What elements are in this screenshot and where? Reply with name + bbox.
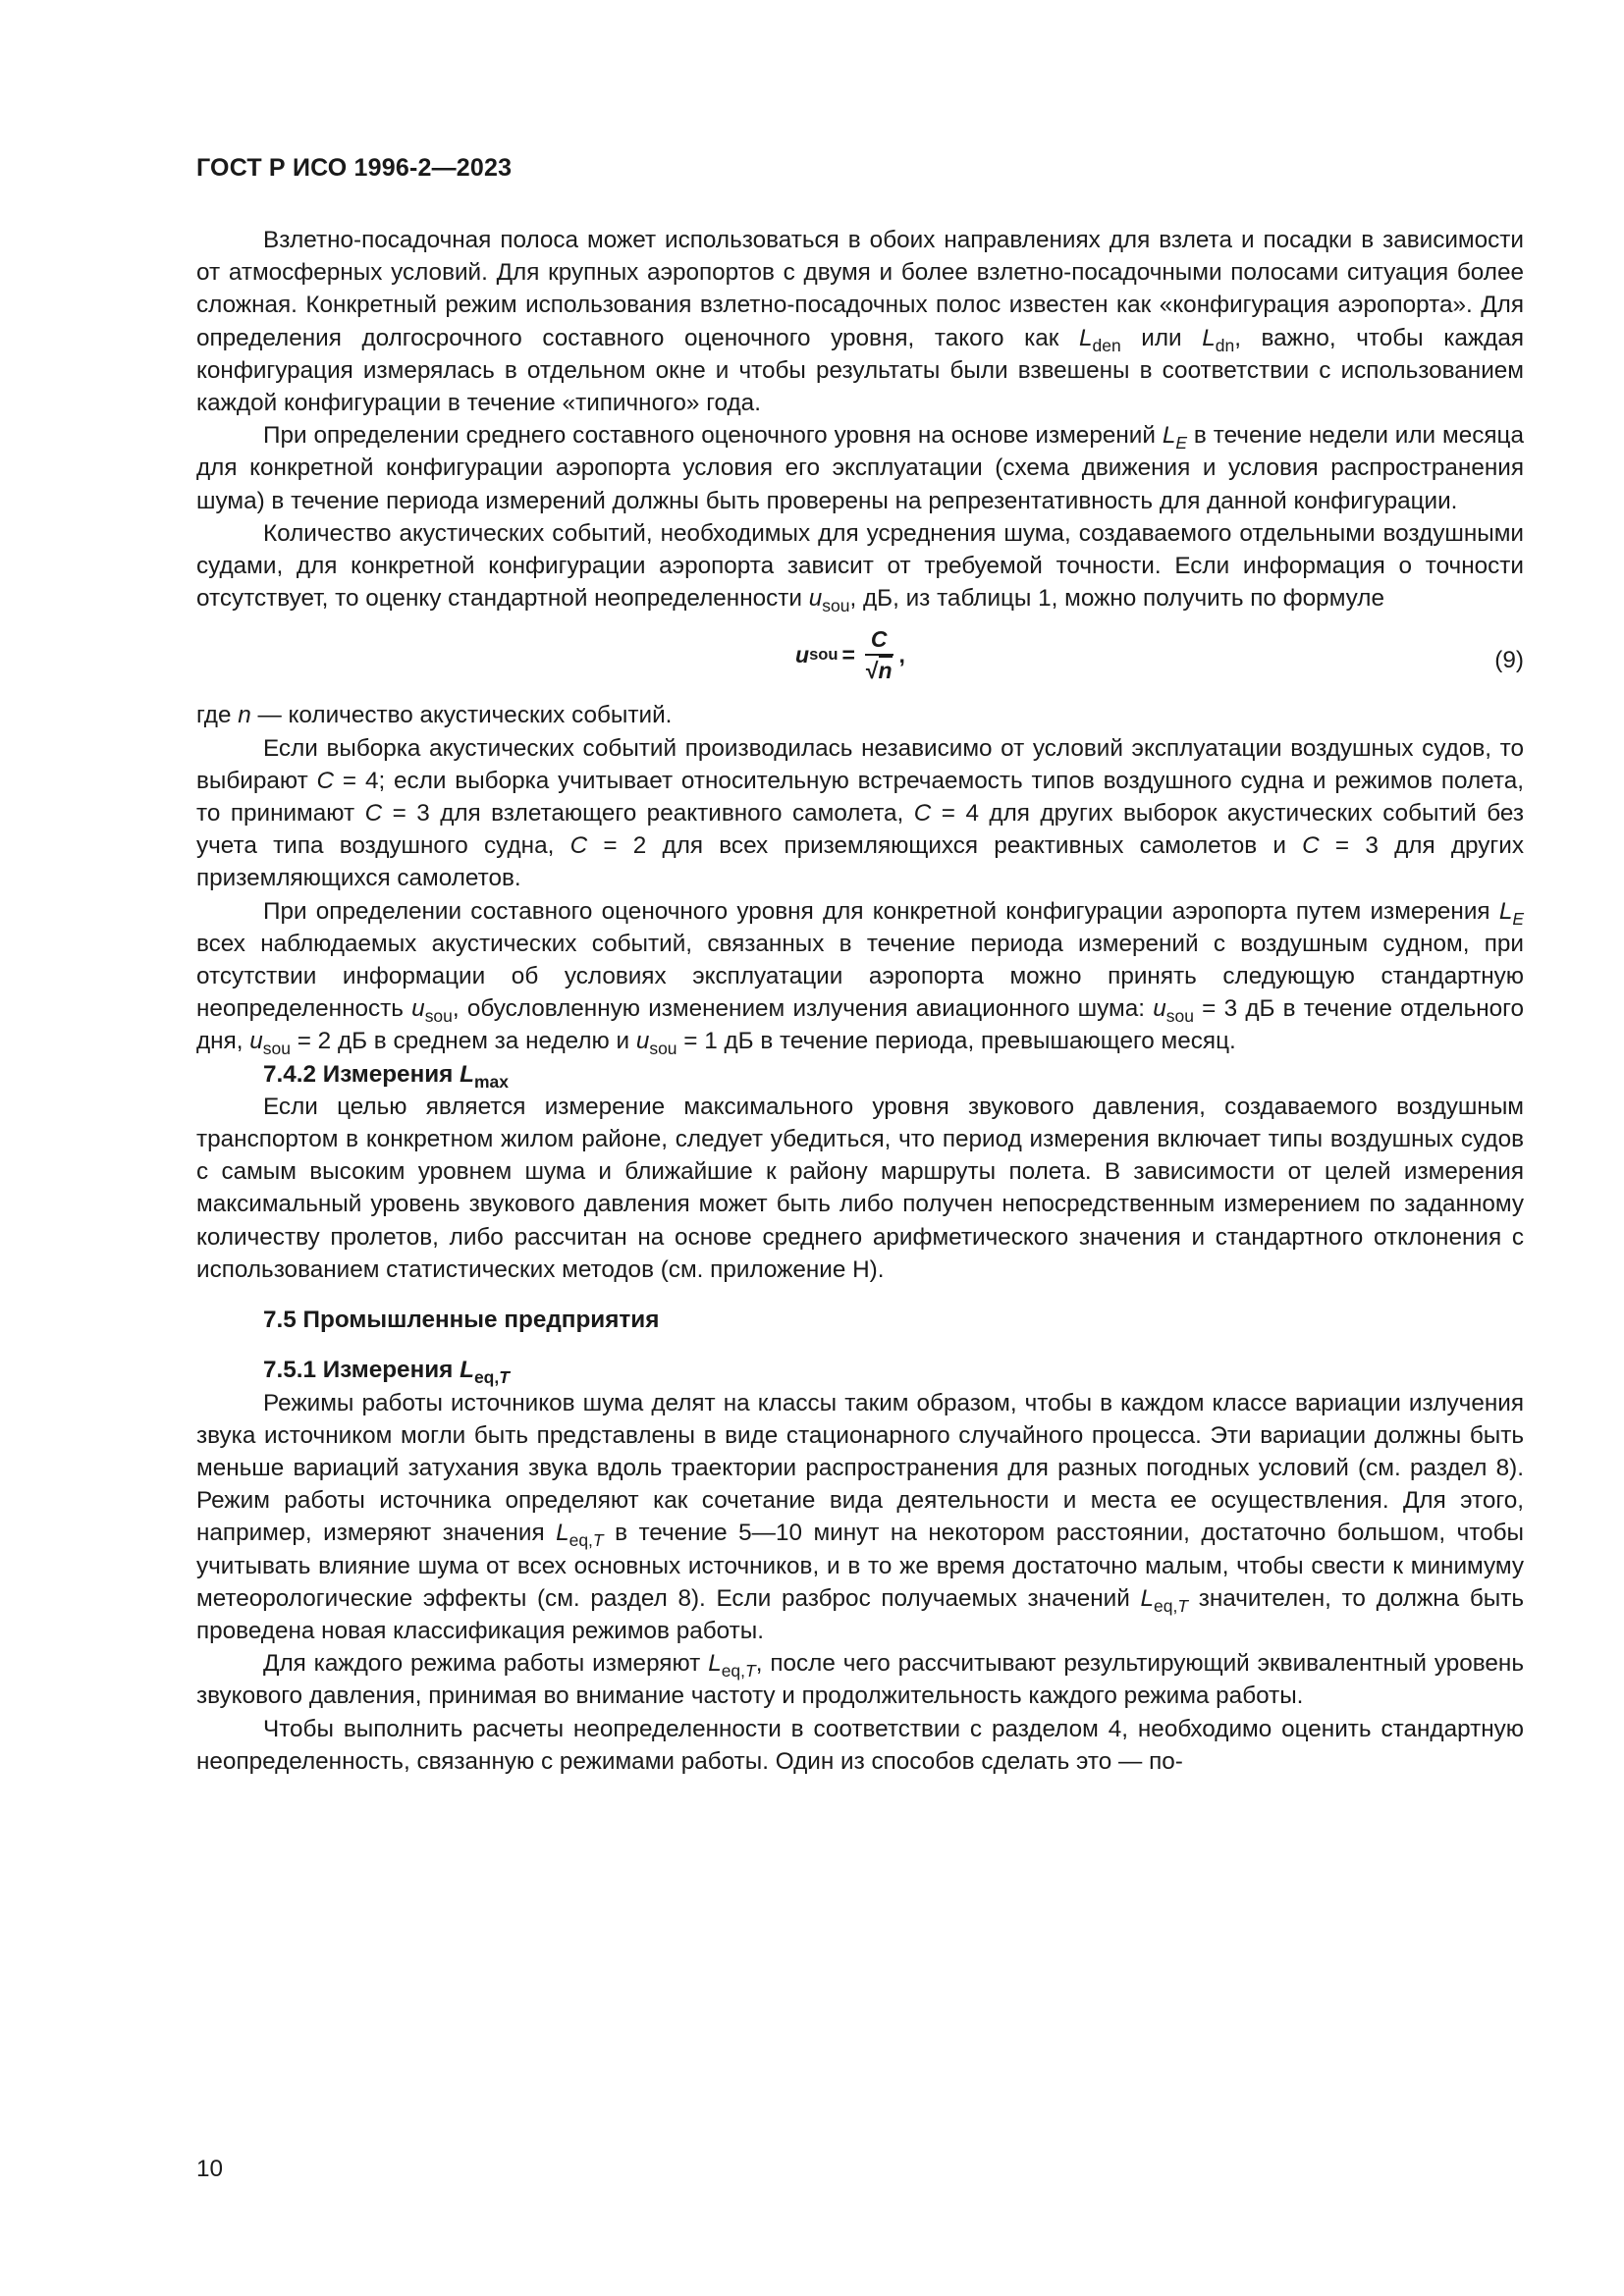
heading-7-4-2: 7.4.2 Измерения $L_{max}$ bbox=[263, 1060, 509, 1092]
page-number: 10 bbox=[196, 2156, 224, 2182]
formula-9 bbox=[196, 618, 1524, 699]
paragraph-operating-modes: Режимы работы источников шума делят на классы таким образом, чтобы в каждом классе вариации излучения звука источником могли быть представлены в виде стационарного случайного процесса. Эти вариации должны быть меньше вариаций затухания звука вдоль траектории распространения для разных погодных условий (см. раздел 8). Режим работы источника определяют как сочетание вида деятельности и места ее осуществления. Для этого, например, измеряют значения $L_{eq,T}$ в течение 5—10 минут на некотором расстоянии, достаточно большом, чтобы учитывать влияние шума от всех основных источников, и в то же время достаточно малым, чтобы свести к минимуму метеорологические эффекты (см. раздел 8). Если разброс получаемых значений $L_{eq,T}$ значителен, то должна быть проведена новая классификация режимов работы. bbox=[196, 1389, 1524, 1644]
page-content bbox=[196, 224, 1524, 1778]
heading-7-5-1: 7.5.1 Измерения $L_{eq,T}$ bbox=[263, 1357, 510, 1388]
heading-7-5: 7.5 Промышленные предприятия bbox=[263, 1307, 660, 1334]
paragraph-event-count: Количество акустических событий, необходимых для усреднения шума, создаваемого отдельными воздушными судами, для конкретной конфигурации аэропорта зависит от требуемой точности. Если информация о точности отсутствует, то оценку стандартной неопределенности $u_{sou}$, дБ, из таблицы 1, можно получить по формуле bbox=[196, 519, 1524, 616]
paragraph-sample-selection: Если выборка акустических событий производилась независимо от условий эксплуатации воздушных судов, то выбирают C = 4; если выборка учитывает относительную встречаемость типов воздушного судна и режимов полета, то принимают C = 3 для взлетающего реактивного самолета, C = 4 для других выборок акустических событий без учета типа воздушного судна, C = 2 для всех приземляющихся реактивных самолетов и C = 3 для других приземляющихся самолетов. bbox=[196, 734, 1525, 892]
formula-where: где n — количество акустических событий. bbox=[196, 702, 673, 729]
formula-fraction: $\frac{C}{√n}$ bbox=[865, 626, 893, 684]
paragraph-runway: Взлетно-посадочная полоса может использоваться в обоих направлениях для взлета и посадки в зависимости от атмосферных условий. Для крупных аэропортов с двумя и более взлетно-посадочными полосами ситуация более сложная. Конкретный режим использования взлетно-посадочных полос известен как «конфигурация аэропорта». Для определения долгосрочного составного оценочного уровня, такого как $L_{den}$ или $L_{dn}$, важно, чтобы каждая конфигурация измерялась в отдельном окне и чтобы результаты были взвешены в соответствии с использованием каждой конфигурации в течение «типичного» года. bbox=[196, 227, 1524, 417]
formula-number: (9) bbox=[1494, 647, 1524, 674]
document-header: ГОСТ Р ИСО 1996-2—2023 bbox=[196, 154, 513, 182]
paragraph-max-level: Если целью является измерение максимального уровня звукового давления, создаваемого воздушным транспортом в конкретном жилом районе, следует убедиться, что период измерения включает типы воздушных судов с самым высоким уровнем шума и ближайшие к району маршруты полета. В зависимости от целей измерения максимальный уровень звукового давления может быть либо получен непосредственным измерением по заданному количеству пролетов, либо рассчитан на основе среднего арифметического значения и стандартного отклонения с использованием статистических методов (см. приложение Н). bbox=[196, 1093, 1524, 1283]
formula-expression: u sou = $\frac{C}{√n}$ , bbox=[795, 626, 905, 684]
paragraph-uncertainty: Чтобы выполнить расчеты неопределенности в соответствии с разделом 4, необходимо оценить стандартную неопределенность, связанную с режимами работы. Один из способов сделать это — по- bbox=[196, 1715, 1524, 1775]
paragraph-average-level: При определении среднего составного оценочного уровня на основе измерений $L_E$ в течение недели или месяца для конкретной конфигурации аэропорта условия его эксплуатации (схема движения и условия распространения шума) в течение периода измерений должны быть проверены на репрезентативность для данной конфигурации. bbox=[196, 422, 1524, 514]
paragraph-composite-level: При определении составного оценочного уровня для конкретной конфигурации аэропорта путем измерения $L_E$ всех наблюдаемых акустических событий, связанных в течение периода измерений с воздушным судном, при отсутствии информации об условиях эксплуатации аэропорта можно принять следующую стандартную неопределенность $u_{sou}$, обусловленную изменением излучения авиационного шума: $u_{sou} = 3$ дБ в течение отдельного дня, $u_{sou} = 2$ дБ в среднем за неделю и $u_{sou} = 1$ дБ в течение периода, превышающего месяц. bbox=[196, 897, 1525, 1059]
paragraph-each-mode: Для каждого режима работы измеряют $L_{eq,T}$, после чего рассчитывают результирующий эквивалентный уровень звукового давления, принимая во внимание частоту и продолжительность каждого режима работы. bbox=[196, 1650, 1525, 1710]
